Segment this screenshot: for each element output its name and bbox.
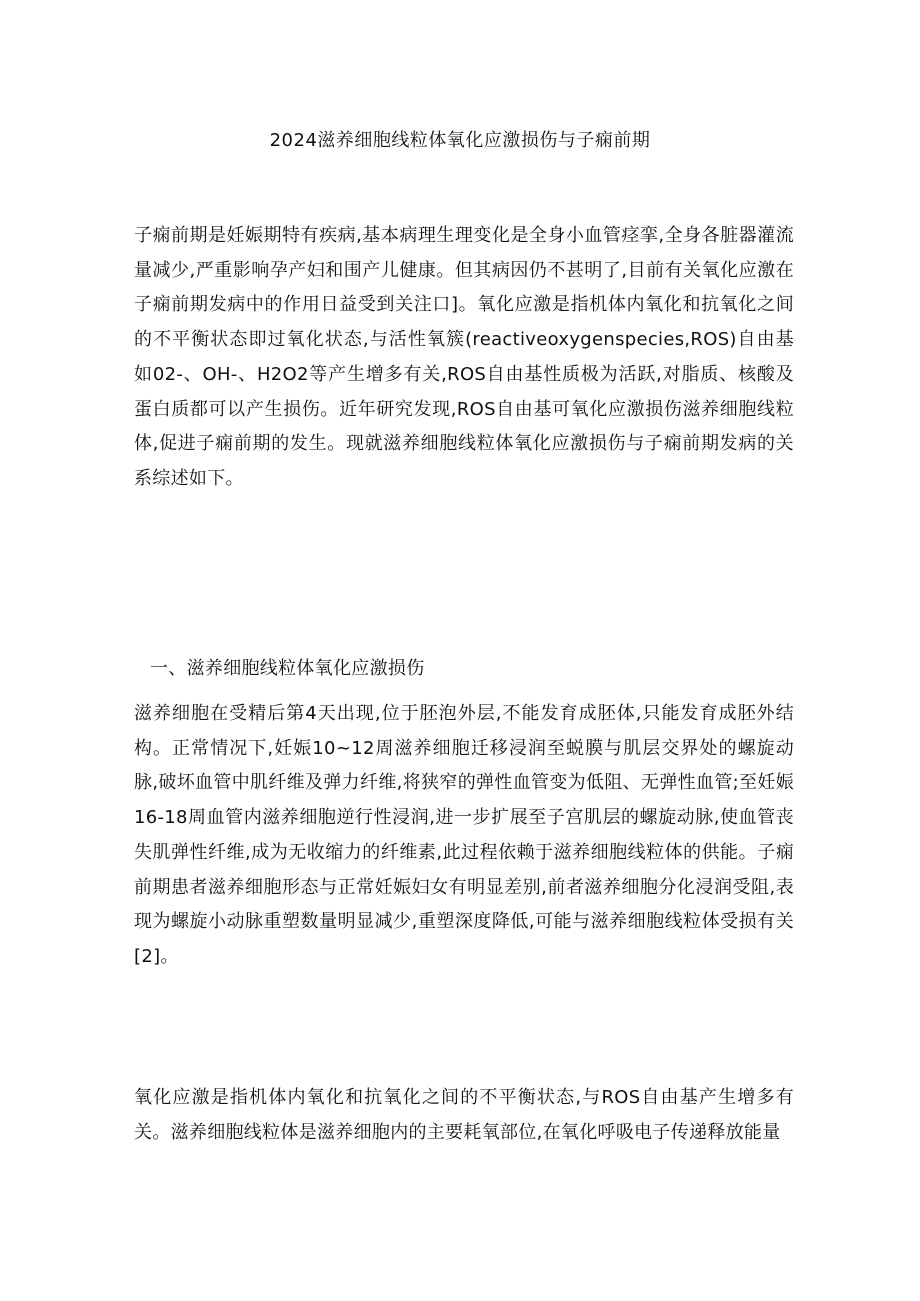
intro-paragraph: 子痫前期是妊娠期特有疾病,基本病理生理变化是全身小血管痉挛,全身各脏器灌流量减少,严重影响孕产妇和围产儿健康。但其病因仍不甚明了,目前有关氧化应激在子痫前期发病中的作用日益受到关注口]。氧化应激是指机体内氧化和抗氧化之间的不平衡状态即过氧化状态,与活性氧簇(reactiveoxygenspecies,ROS)自由基如02-、OH-、H2O2等产生增多有关,ROS自由基性质极为活跃,对脂质、核酸及蛋白质都可以产生损伤。近年研究发现,ROS自由基可氧化应激损伤滋养细胞线粒体,促进子痫前期的发生。现就滋养细胞线粒体氧化应激损伤与子痫前期发病的关系综述如下。 [134, 225, 794, 489]
document-title: 2024滋养细胞线粒体氧化应激损伤与子痫前期 [269, 130, 651, 151]
section-paragraph-1: 滋养细胞在受精后第4天出现,位于胚泡外层,不能发育成胚体,只能发育成胚外结构。正常情况下,妊娠10~12周滋养细胞迁移浸润至蜕膜与肌层交界处的螺旋动脉,破坏血管中肌纤维及弹力纤维,将狭窄的弹性血管变为低阻、无弹性血管;至妊娠16-18周血管内滋养细胞逆行性浸润,进一步扩展至子宫肌层的螺旋动脉,使血管丧失肌弹性纤维,成为无收缩力的纤维素,此过程依赖于滋养细胞线粒体的供能。子痫前期患者滋养细胞形态与正常妊娠妇女有明显差别,前者滋养细胞分化浸润受阻,表现为螺旋小动脉重塑数量明显减少,重塑深度降低,可能与滋养细胞线粒体受损有关[2]。 [134, 703, 794, 967]
section-heading: 一、滋养细胞线粒体氧化应激损伤 [150, 658, 425, 679]
section-paragraph-2: 氧化应激是指机体内氧化和抗氧化之间的不平衡状态,与ROS自由基产生增多有关。滋养细胞线粒体是滋养细胞内的主要耗氧部位,在氧化呼吸电子传递释放能量 [134, 1087, 794, 1143]
